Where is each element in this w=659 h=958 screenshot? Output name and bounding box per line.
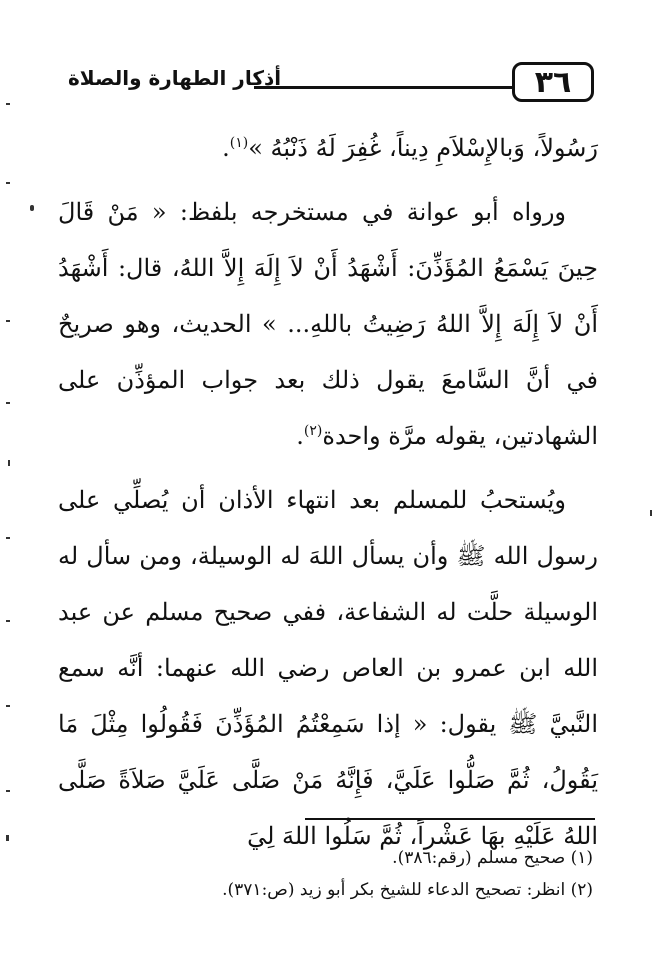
paragraph-1 <box>58 120 598 176</box>
margin-mark <box>650 510 652 516</box>
margin-mark <box>6 835 9 841</box>
paragraph-2-text: ورواه أبو عوانة في مستخرجه بلفظ: « مَنْ قَالَ حِينَ يَسْمَعُ المُؤَذِّنَ: أَشْهَدُ أَنْ لاَ إِلَهَ إِلاَّ اللهُ، قال: أَشْهَدُ أَنْ لاَ إِلَهَ إِلاَّ اللهُ رَضِيتُ باللهِ... » الحديث، وهو صريحٌ في أنَّ السَّامعَ يقول ذلك بعد جواب المؤذِّن على الشهادتين، يقوله مرَّة واحدة <box>58 198 598 450</box>
margin-mark <box>6 320 10 322</box>
chapter-title: أذكار الطهارة والصلاة <box>68 66 282 90</box>
paragraph-3 <box>58 472 598 864</box>
paragraph-1-text: رَسُولاً، وَبالإِسْلاَمِ دِيناً، غُفِرَ لَهُ ذَنْبُهُ » <box>248 134 598 162</box>
margin-mark <box>6 103 10 105</box>
margin-mark <box>6 537 10 539</box>
footnote-ref-2: (٢) <box>303 423 323 439</box>
page-header <box>68 62 594 106</box>
paragraph-1-end: . <box>222 134 230 162</box>
margin-mark <box>6 620 10 622</box>
margin-mark <box>8 460 10 466</box>
footnote-1: (١) صحيح مسلم (رقم:٣٨٦). <box>392 848 593 868</box>
footnote-2: (٢) انظر: تصحيح الدعاء للشيخ بكر أبو زيد (ص:٣٧١). <box>222 880 593 900</box>
paragraph-3-text: ويُستحبُ للمسلم بعد انتهاء الأذان أن يُصلِّي على رسول الله ﷺ وأن يسأل اللهَ له الوسيلة، ومن سأل له الوسيلة حلَّت له الشفاعة، ففي صحيح مسلم عن عبد الله ابن عمرو بن العاص رضي الله عنهما: أنَّه سمع النَّبيَّ ﷺ يقول: « إذا سَمِعْتُمُ المُؤَذِّنَ فَقُولُوا مِثْلَ مَا يَقُولُ، ثُمَّ صَلُّوا عَلَيَّ، فَإِنَّهُ مَنْ صَلَّى عَلَيَّ صَلاَةً صَلَّى اللهُ عَلَيْهِ بهَا عَشْراً، ثُمَّ سَلُوا اللهَ لِيَ <box>58 486 598 850</box>
paragraph-2 <box>58 184 598 464</box>
margin-mark <box>6 705 10 707</box>
footnotes <box>73 842 593 906</box>
header-rule <box>254 86 512 89</box>
paragraph-2-end: . <box>296 422 304 450</box>
main-text <box>58 120 598 864</box>
margin-mark <box>6 402 10 404</box>
footnote-divider <box>305 818 595 820</box>
footnote-ref-1: (١) <box>229 135 249 151</box>
margin-mark <box>6 790 10 792</box>
margin-mark <box>6 182 10 184</box>
page-number: ٣٦ <box>512 62 594 102</box>
margin-mark <box>30 205 34 211</box>
